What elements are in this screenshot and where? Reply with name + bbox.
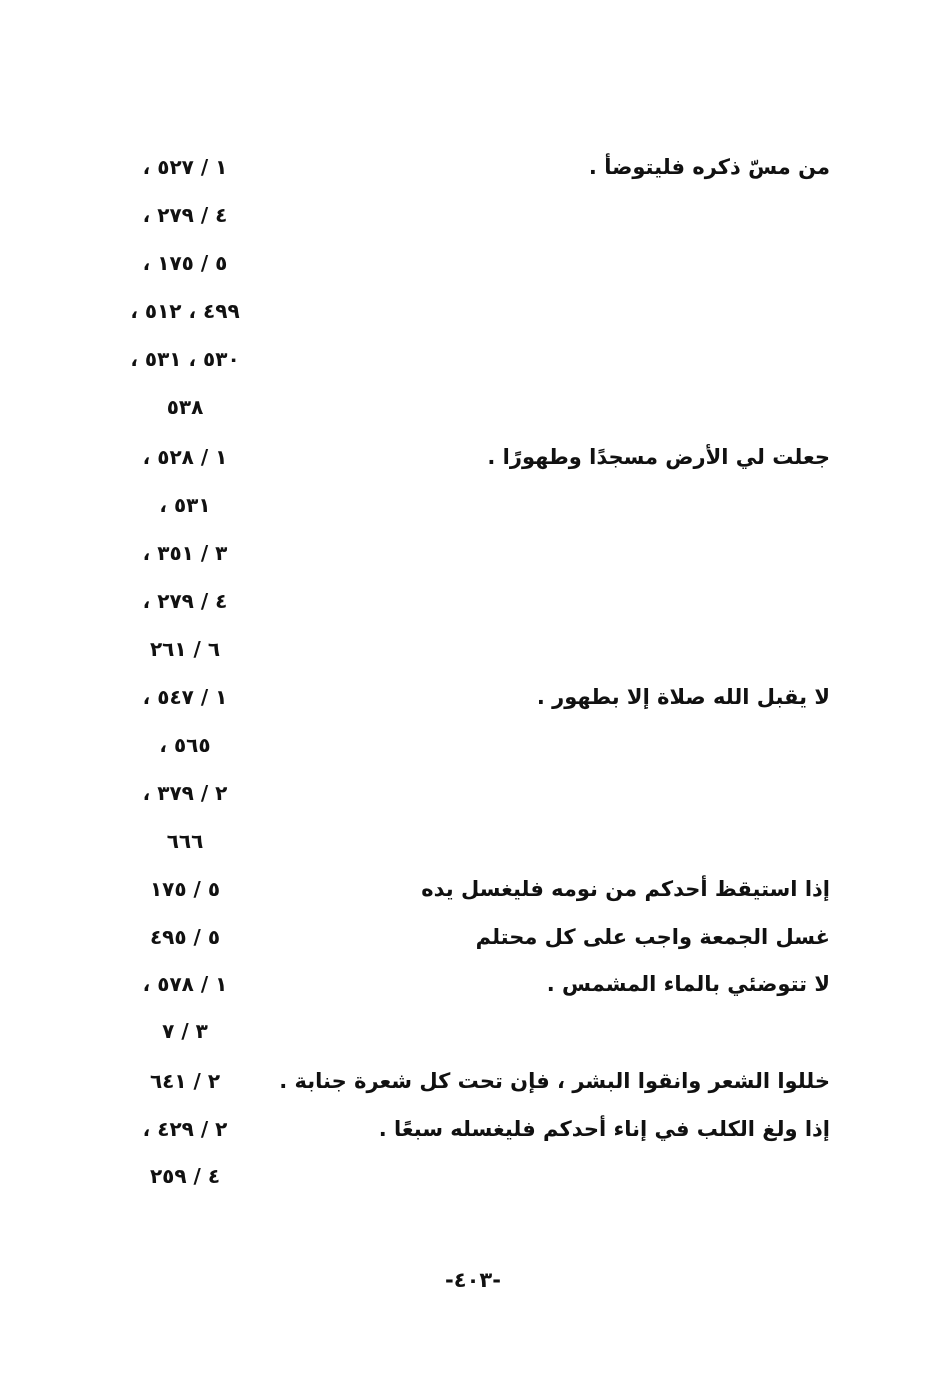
index-entry — [0, 773, 946, 813]
page-reference: ٥٣١ ، — [159, 493, 211, 517]
page-reference: ٣ / ٧ — [162, 1019, 208, 1043]
page-reference: ٥ / ١٧٥ — [149, 877, 221, 901]
page-reference: ٢ / ٣٧٩ ، — [142, 781, 228, 805]
page-reference: ١ / ٥٤٧ ، — [142, 685, 228, 709]
index-entry — [0, 387, 946, 427]
index-entry — [0, 1061, 946, 1101]
index-entry — [0, 1156, 946, 1196]
index-entry — [0, 147, 946, 187]
index-entry — [0, 437, 946, 477]
page-reference: ٤ / ٢٧٩ ، — [142, 203, 228, 227]
page-reference: ٢ / ٦٤١ — [149, 1069, 221, 1093]
index-entry — [0, 821, 946, 861]
page-reference: ٥ / ١٧٥ ، — [142, 251, 228, 275]
index-entry — [0, 917, 946, 957]
index-entry — [0, 725, 946, 765]
page-reference: ٣ / ٣٥١ ، — [142, 541, 228, 565]
page-reference: ٦ / ٢٦١ — [149, 637, 221, 661]
page-reference: ١ / ٥٧٨ ، — [142, 972, 228, 996]
hadith-text: غسل الجمعة واجب على كل محتلم — [475, 925, 830, 949]
hadith-text: إذا استيقظ أحدكم من نومه فليغسل يده — [421, 877, 830, 901]
page-reference: ٥٦٥ ، — [159, 733, 211, 757]
page-number: -٤٠٣- — [445, 1268, 501, 1292]
hadith-text: لا تتوضئي بالماء المشمس . — [546, 972, 830, 996]
page-reference: ٤ / ٢٧٩ ، — [142, 589, 228, 613]
index-entry — [0, 964, 946, 1004]
page-reference: ٤٩٩ ، ٥١٢ ، — [130, 299, 240, 323]
index-entry — [0, 1011, 946, 1051]
page-reference: ٥٣٨ — [166, 395, 204, 419]
page-reference: ٤ / ٢٥٩ — [149, 1164, 221, 1188]
index-entry — [0, 485, 946, 525]
index-entry — [0, 243, 946, 283]
hadith-text: إذا ولغ الكلب في إناء أحدكم فليغسله سبعًا . — [378, 1117, 830, 1141]
page-reference: ٦٦٦ — [166, 829, 204, 853]
index-entry — [0, 291, 946, 331]
page-reference: ٥٣٠ ، ٥٣١ ، — [130, 347, 240, 371]
index-entry — [0, 1109, 946, 1149]
page-reference: ٥ / ٤٩٥ — [149, 925, 221, 949]
page-reference: ١ / ٥٢٧ ، — [142, 155, 228, 179]
index-entry — [0, 869, 946, 909]
page-reference: ٢ / ٤٢٩ ، — [142, 1117, 228, 1141]
index-entry — [0, 629, 946, 669]
page-reference: ١ / ٥٢٨ ، — [142, 445, 228, 469]
index-entry — [0, 677, 946, 717]
index-entry — [0, 339, 946, 379]
hadith-text: خللوا الشعر وانقوا البشر ، فإن تحت كل شعرة جنابة . — [279, 1069, 830, 1093]
index-entry — [0, 581, 946, 621]
index-entry — [0, 195, 946, 235]
hadith-text: لا يقبل الله صلاة إلا بطهور . — [536, 685, 830, 709]
hadith-text: جعلت لي الأرض مسجدًا وطهورًا . — [487, 445, 830, 469]
hadith-text: من مسّ ذكره فليتوضأ . — [588, 155, 830, 179]
index-entry — [0, 533, 946, 573]
